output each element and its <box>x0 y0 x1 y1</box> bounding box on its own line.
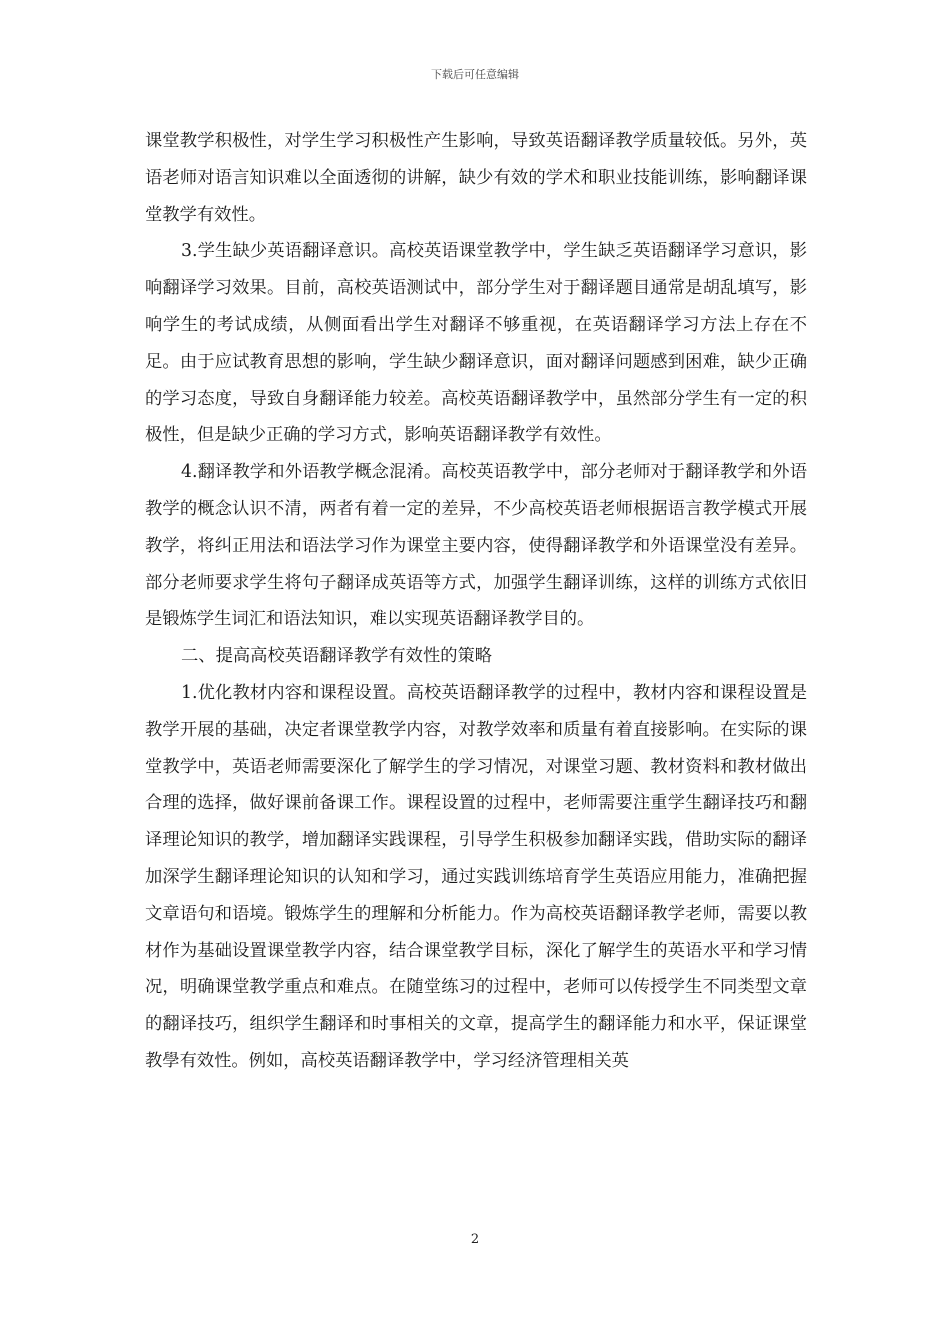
paragraph-point-4: 4.翻译教学和外语教学概念混淆。高校英语教学中，部分老师对于翻译教学和外语教学的概念认识不清，两者有着一定的差异，不少高校英语老师根据语言教学模式开展教学，将纠正用法和语法学习作为课堂主要内容，使得翻译教学和外语课堂没有差异。部分老师要求学生将句子翻译成英语等方式，加强学生翻译训练，这样的训练方式依旧是锻炼学生词汇和语法知识，难以实现英语翻译教学目的。 <box>145 462 807 630</box>
page-header: 下载后可任意编辑 <box>431 68 519 81</box>
page-number: 2 <box>470 1232 480 1247</box>
document-body <box>145 123 807 1080</box>
section-heading: 二、提高高校英语翻译教学有效性的策略 <box>181 646 493 667</box>
paragraph-point-3: 3.学生缺少英语翻译意识。高校英语课堂教学中，学生缺乏英语翻译学习意识，影响翻译学习效果。目前，高校英语测试中，部分学生对于翻译题目通常是胡乱填写，影响学生的考试成绩，从侧面看出学生对翻译不够重视，在英语翻译学习方法上存在不足。由于应试教育思想的影响，学生缺少翻译意识，面对翻译问题感到困难，缺少正确的学习态度，导致自身翻译能力较差。高校英语翻译教学中，虽然部分学生有一定的积极性，但是缺少正确的学习方式，影响英语翻译教学有效性。 <box>145 241 807 446</box>
paragraph-strategy-1: 1.优化教材内容和课程设置。高校英语翻译教学的过程中，教材内容和课程设置是教学开展的基础，决定者课堂教学内容，对教学效率和质量有着直接影响。在实际的课堂教学中，英语老师需要深化了解学生的学习情况，对课堂习题、教材资料和教材做出合理的选择，做好课前备课工作。课程设置的过程中，老师需要注重学生翻译技巧和翻译理论知识的教学，增加翻译实践课程，引导学生积极参加翻译实践，借助实际的翻译加深学生翻译理论知识的认知和学习，通过实践训练培育学生英语应用能力，准确把握文章语句和语境。锻炼学生的理解和分析能力。作为高校英语翻译教学老师，需要以教材作为基础设置课堂教学内容，结合课堂教学目标，深化了解学生的英语水平和学习情况，明确课堂教学重点和难点。在随堂练习的过程中，老师可以传授学生不同类型文章的翻译技巧，组织学生翻译和时事相关的文章，提高学生的翻译能力和水平，保证课堂教學有效性。例如，高校英语翻译教学中，学习经济管理相关英 <box>145 682 807 1071</box>
paragraph-continuation: 课堂教学积极性，对学生学习积极性产生影响，导致英语翻译教学质量较低。另外，英语老师对语言知识难以全面透彻的讲解，缺少有效的学术和职业技能训练，影响翻译课堂教学有效性。 <box>145 131 807 225</box>
